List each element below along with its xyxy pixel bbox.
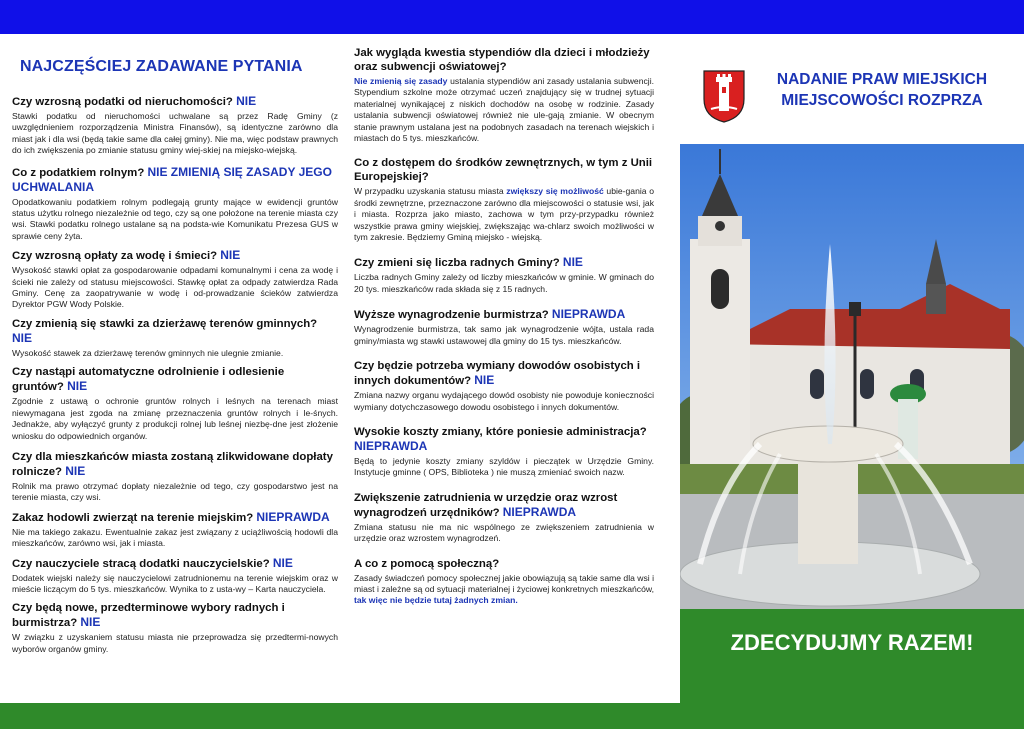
answer-body: Wynagrodzenie burmistrza, tak samo jak wynagrodzenie wójta, ustala rada gminy/miasta wg stawki ustawowej dla gminy do 15 tys. mieszkańców. (354, 324, 654, 346)
church-fountain-photo (680, 144, 1024, 614)
answer-lead: Nie zmienią się zasady (354, 76, 448, 86)
answer: NIE (272, 555, 293, 570)
question: Zwiększenie zatrudnienia w urzędzie oraz wzrost wynagrodzeń urzędników? (354, 491, 618, 519)
answer: NIE (67, 379, 88, 394)
faq-item (12, 510, 338, 550)
question: Co z dostępem do środków zewnętrznych, w tym z Unii Europejskiej? (354, 157, 653, 184)
question: Zakaz hodowli zwierząt na terenie miejskim? (12, 511, 254, 524)
question: Czy nauczyciele stracą dodatki nauczycielskie? (12, 557, 270, 570)
green-band (680, 609, 1024, 703)
faq-item (354, 425, 654, 479)
faq-item (354, 359, 654, 413)
answer: NIEPRAWDA (502, 504, 577, 519)
question: Czy zmieni się liczba radnych Gminy? (354, 257, 560, 270)
answer: NIE (12, 330, 33, 345)
faq-title: NAJCZĘŚCIEJ ZADAWANE PYTANIA (20, 58, 303, 75)
question: Co z podatkiem rolnym? (12, 166, 145, 179)
answer: NIE (65, 463, 86, 478)
answer-highlight: zwiększy się możliwość (506, 186, 604, 197)
faq-item (12, 601, 338, 655)
answer-body: Zasady świadczeń pomocy społecznej jakie obowiązują są takie same dla wsi i miast i zależne są od sytuacji materialnej i życiowej konkretnych mieszkańców, tak więc nie będzie tutaj żadnych zmian. (354, 572, 654, 606)
faq-item (354, 491, 654, 545)
question: Czy zmienią się stawki za dzierżawę terenów gminnych? (12, 317, 318, 330)
answer: NIE ZMIENIĄ SIĘ ZASADY JEGO UCHWALANIA (12, 164, 332, 194)
answer-body: Stawki podatku od nieruchomości uchwalane są przez Radę Gminy (z uwzględnieniem rozporządzenia Ministra Finansów), są identyczne zarówno dla miast jak i dla wsi (będą takie same dla całej gminy). Nie ma, więc podstaw prawnych do ich zwiększenia po zmianie statusu gminy wiej-skiej na miejsko-wiejską. (12, 111, 338, 156)
question: Czy dla mieszkańców miasta zostaną zlikwidowane dopłaty rolnicze? (12, 450, 333, 478)
answer-body: Zmiana nazwy organu wydającego dowód osobisty nie powoduje konieczności wymiany dotychczasowego dowodu osobistego i innych dokumentów. (354, 390, 654, 412)
question: Czy wzrosną podatki od nieruchomości? (12, 96, 233, 108)
answer-body: Liczba radnych Gminy zależy od liczby mieszkańców w gminie. W gminach do 20 tys. mieszkańców rada składa się z 15 radnych. (354, 272, 654, 294)
question: Czy nastąpi automatyczne odrolnienie i odlesienie gruntów? (12, 366, 285, 394)
answer-body: Będą to jedynie koszty zmiany szyldów i pieczątek w Urzędzie Gminy. Instytucje gminne ( OPS, Biblioteka ) nie muszą zmieniać swoich nazw. (354, 455, 654, 478)
faq-item (12, 248, 338, 311)
question: A co z pomocą społeczną? (354, 557, 500, 570)
question: Jak wygląda kwestia stypendiów dla dzieci i młodzieży oraz subwencji oświatowej? (354, 47, 650, 73)
answer: NIEPRAWDA (551, 307, 626, 322)
answer-body: Dodatek wiejski należy się nauczycielowi zatrudnionemu na terenie wiejskim oraz w mieście liczącym do 5 tys. mieszkańców. Wynika to z usta-wy – Karta nauczyciela. (12, 572, 338, 594)
faq-item (354, 156, 654, 243)
answer-body: W przypadku uzyskania statusu miasta zwiększy się możliwość ubie-gania o środki zewnętrzne, przeznaczone zarówno dla miejscowości o statusie wsi, jak i miasta. Rozprza jako miasto, zachowa w tym przy-przypadku również wszystkie prawa gminy wiejskiej, zwiększając wa-chlarz swoich możliwości w tym zakresie. Będziemy Gminą miejsko - wiejską. (354, 186, 654, 243)
answer-body: Nie ma takiego zakazu. Ewentualnie zakaz jest związany z uciążliwością hodowli dla mieszkańców, zarówno wsi, jak i miasta. (12, 526, 338, 549)
faq-item (354, 255, 654, 295)
answer-body: Wysokość stawki opłat za gospodarowanie odpadami komunalnymi i cena za wodę i ścieki nie zależy od statusu miejscowości. Stawkę opłat za odpady zatwierdza Rada Gminy. Cenę za zaopatrywanie w wodę i od-prowadzanie ścieków zatwierdza Dyrektor PGW Wody Polskie. (12, 265, 338, 310)
right-column (680, 34, 1024, 703)
faq-item (12, 165, 338, 243)
answer: NIE (562, 255, 583, 270)
bottom-bar (0, 703, 1024, 729)
answer: NIE (220, 248, 241, 263)
question: Wysokie koszty zmiany, które poniesie administracja? (354, 425, 647, 438)
question: Czy będą nowe, przedterminowe wybory radnych i burmistrza? (12, 602, 285, 630)
faq-item (354, 557, 654, 607)
header-area (680, 34, 1024, 144)
faq-item (12, 365, 338, 442)
answer: NIEPRAWDA (354, 438, 428, 453)
faq-item (12, 450, 338, 504)
left-column (12, 58, 338, 661)
answer-body: Wysokość stawek za dzierżawę terenów gminnych nie ulegnie zmianie. (12, 347, 284, 358)
answer: NIE (474, 373, 495, 388)
middle-column (354, 46, 654, 613)
faq-item (354, 46, 654, 144)
answer-body: W związku z uzyskaniem statusu miasta nie przeprowadza się przedtermi-nowych wyborów organów gminy. (12, 632, 338, 654)
faq-item (12, 317, 338, 359)
answer-body: Opodatkowaniu podatkiem rolnym podlegają grunty mające w ewidencji gruntów status użytku rolnego niezależnie od tego, czy są one położone na terenie miasta czy wsi. Stawki podatku rolnego ustalane są na podsta-wie Komunikatu Prezesa GUS w sprawie ceny żyta. (12, 196, 338, 241)
top-bar (0, 0, 1024, 34)
answer: NIEPRAWDA (256, 509, 330, 524)
answer-highlight: tak więc nie będzie tutaj żadnych zmian. (354, 595, 518, 606)
answer-body: Zmiana statusu nie ma nic wspólnego ze zwiększeniem zatrudnienia w urzędzie oraz wzrostem wynagrodzeń. (354, 521, 654, 544)
question: Wyższe wynagrodzenie burmistrza? (354, 309, 549, 322)
answer-body: Rolnik ma prawo otrzymać dopłaty niezależnie od tego, czy gospodarstwo jest na terenie miasta, czy wsi. (12, 480, 338, 503)
answer: NIE (80, 615, 101, 630)
slogan: ZDECYDUJMY RAZEM! (730, 630, 974, 655)
answer-body: Nie zmienią się zasady ustalania stypendiów ani zasady ustalania subwencji. Stypendium szkolne może otrzymać uczeń znajdujący się w trudnej sytuacji materialnej wynikającej z niskich dochodów na osobę w rodzinie. Zasady ustalania subwencji oświatowej również nie ule-gają zmianie. W obecnym stanie prawnym ustalana jest na podobnych zasadach na terenach wiejskich i miastach do 5 tys. mieszkańców. (354, 76, 654, 144)
coat-of-arms-icon (702, 69, 746, 123)
campaign-title: NADANIE PRAW MIEJSKICH MIEJSCOWOŚCI ROZPRZA (776, 71, 988, 109)
answer-body: Zgodnie z ustawą o ochronie gruntów rolnych i leśnych na terenach miast niewymagana jest zgoda na zmianę przeznaczenia gruntów rolnych i le-śnych. Jednakże, aby wyłączyć grunty z produkcji rolnej lub leśnej niezbę-dne jest złożenie wniosku do odpowiednich organów. (12, 396, 338, 441)
faq-item (12, 94, 338, 157)
question: Czy wzrosną opłaty za wodę i śmieci? (12, 250, 218, 263)
answer: NIE (236, 94, 257, 108)
question: Czy będzie potrzeba wymiany dowodów osobistych i innych dokumentów? (354, 360, 641, 388)
faq-item (354, 307, 654, 347)
faq-item (12, 556, 338, 596)
